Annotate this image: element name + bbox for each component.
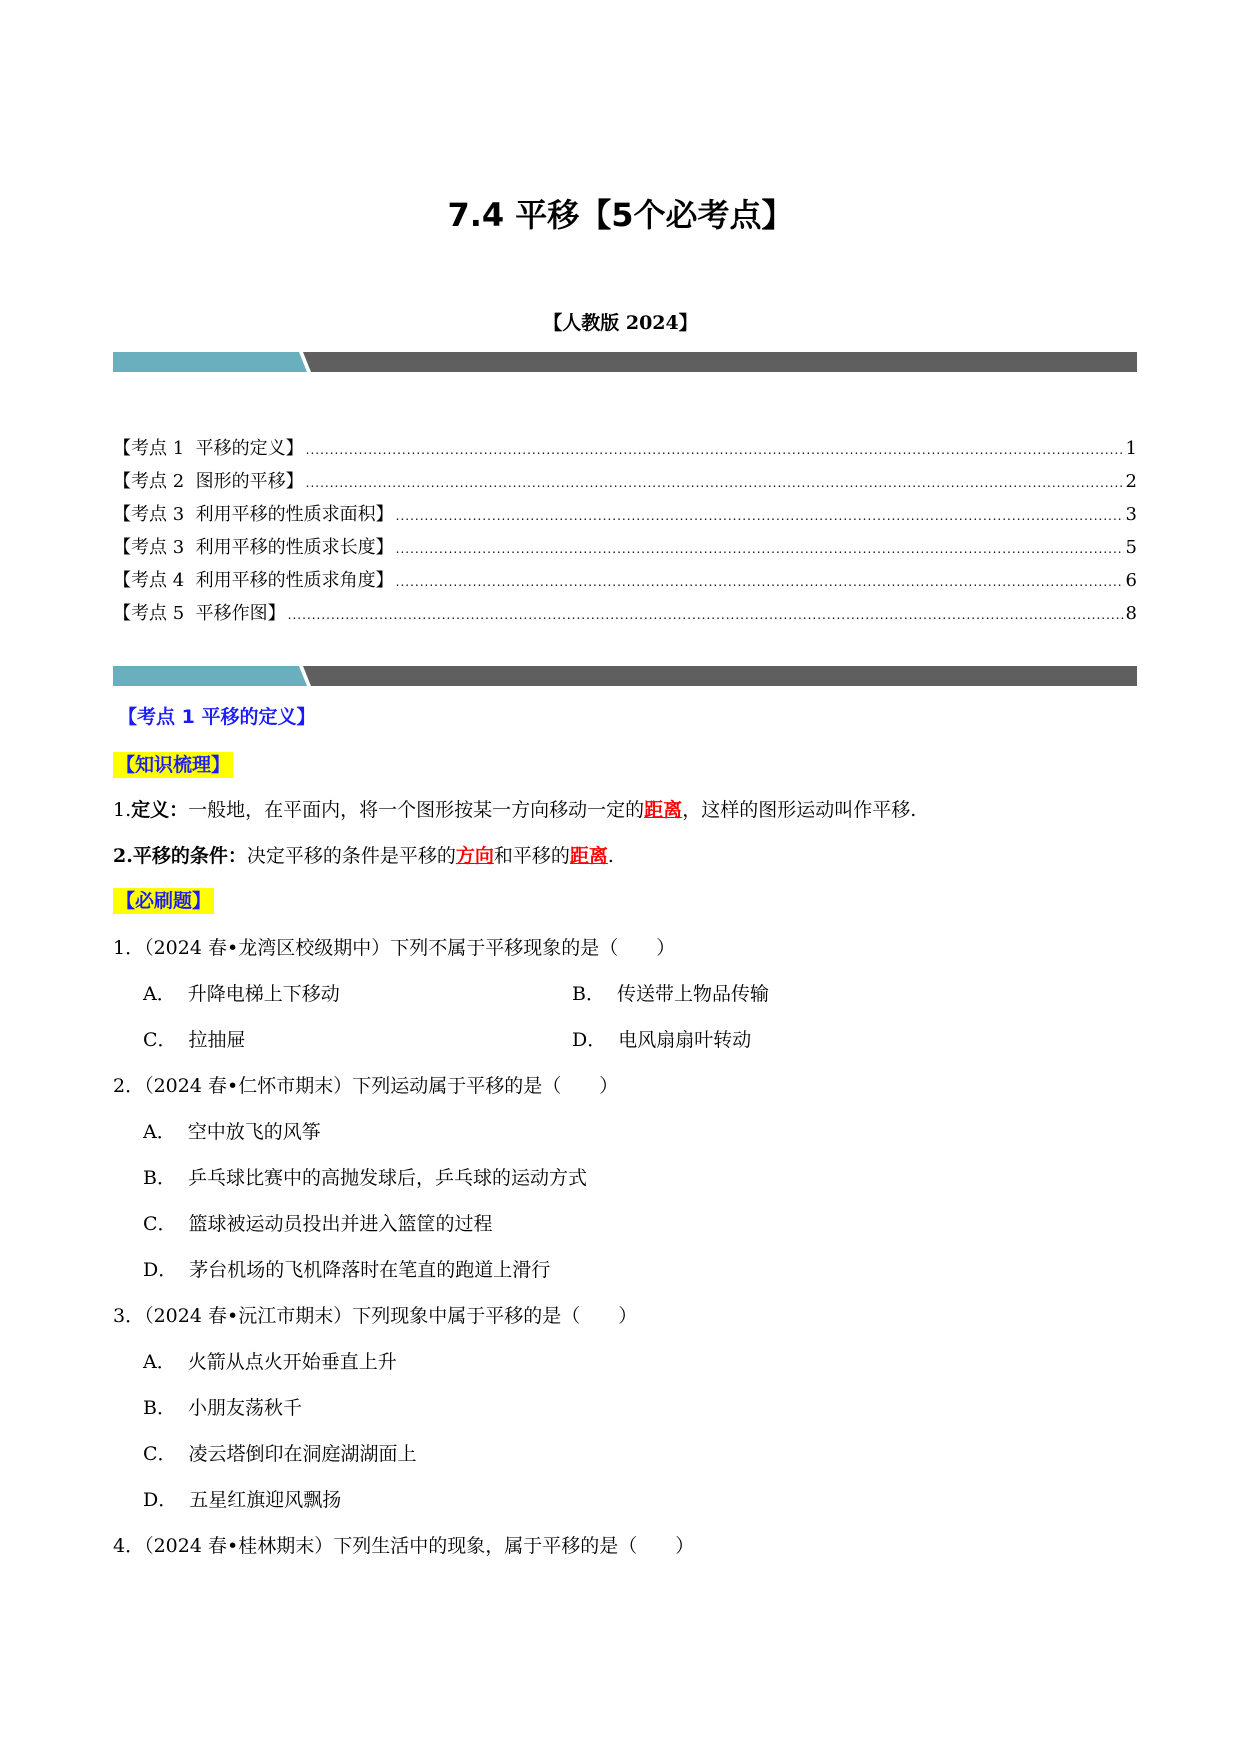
- option-item[interactable]: [143, 1256, 550, 1284]
- option-text: 五星红旗迎风飘扬: [189, 1489, 342, 1511]
- def-number: 1.: [113, 799, 132, 821]
- cond-highlight-distance: 距离: [569, 845, 608, 867]
- toc-entry-label: 【考点 3 利用平移的性质求面积】: [113, 504, 394, 525]
- question-stem: 1．（2024 春•龙湾区校级期中）下列不属于平移现象的是（ ）: [113, 937, 676, 959]
- toc-entry[interactable]: [113, 498, 1137, 531]
- toc-entry[interactable]: [113, 432, 1137, 465]
- option-letter: D．: [572, 1029, 607, 1051]
- option-letter: B．: [143, 1167, 176, 1189]
- option-letter: C．: [143, 1029, 177, 1051]
- practice-tag: 【必刷题】: [113, 888, 214, 914]
- option-text: 升降电梯上下移动: [187, 983, 340, 1005]
- toc-entry-page: 5: [1125, 537, 1137, 558]
- condition-paragraph: [113, 842, 614, 870]
- toc-leader-dots: [396, 566, 1124, 599]
- option-letter: C．: [143, 1443, 177, 1465]
- option-letter: D．: [143, 1259, 178, 1281]
- option-text: 空中放飞的风筝: [187, 1121, 321, 1143]
- toc-entry-page: 2: [1125, 471, 1137, 492]
- question-stem: 2．（2024 春•仁怀市期末）下列运动属于平移的是（ ）: [113, 1075, 619, 1097]
- def-highlight: 距离: [644, 799, 683, 821]
- toc-leader-dots: [306, 467, 1124, 500]
- toc-leader-dots: [306, 434, 1124, 467]
- def-label: 定义：: [131, 799, 189, 821]
- option-item[interactable]: [143, 1486, 341, 1514]
- question-stem: 4．（2024 春•桂林期末）下列生活中的现象，属于平移的是（ ）: [113, 1535, 695, 1557]
- def-text-a: 一般地，在平面内，将一个图形按某一方向移动一定的: [188, 799, 645, 821]
- option-text: 传送带上物品传输: [616, 983, 769, 1005]
- option-text: 篮球被运动员投出并进入篮筐的过程: [188, 1213, 493, 1235]
- option-item[interactable]: [572, 980, 769, 1008]
- option-text: 凌云塔倒印在洞庭湖湖面上: [188, 1443, 417, 1465]
- toc-entry-page: 3: [1125, 504, 1137, 525]
- option-item[interactable]: [143, 1348, 397, 1376]
- toc-entry-label: 【考点 5 平移作图】: [113, 603, 286, 624]
- option-letter: B．: [143, 1397, 176, 1419]
- option-letter: B．: [572, 983, 605, 1005]
- option-letter: D．: [143, 1489, 178, 1511]
- toc-entry-page: 8: [1125, 603, 1137, 624]
- option-text: 茅台机场的飞机降落时在笔直的跑道上滑行: [189, 1259, 551, 1281]
- option-text: 小朋友荡秋千: [187, 1397, 302, 1419]
- option-item[interactable]: [143, 1118, 321, 1146]
- toc-leader-dots: [396, 533, 1124, 566]
- option-letter: A．: [143, 983, 176, 1005]
- option-letter: A．: [143, 1351, 176, 1373]
- option-text: 拉抽屉: [188, 1029, 246, 1051]
- toc-entry-label: 【考点 1 平移的定义】: [113, 438, 304, 459]
- divider-bar-top: [113, 352, 1137, 372]
- option-item[interactable]: [143, 1394, 302, 1422]
- toc-entry-label: 【考点 2 图形的平移】: [113, 471, 304, 492]
- option-letter: C．: [143, 1213, 177, 1235]
- toc-leader-dots: [288, 599, 1124, 632]
- option-item[interactable]: [143, 1210, 493, 1238]
- divider-bar-section: [113, 666, 1137, 686]
- cond-text-b: 和平移的: [493, 845, 570, 867]
- toc-entry-label: 【考点 3 利用平移的性质求长度】: [113, 537, 394, 558]
- option-letter: A．: [143, 1121, 176, 1143]
- toc-entry-label: 【考点 4 利用平移的性质求角度】: [113, 570, 394, 591]
- page-title: 7.4 平移【5个必考点】: [447, 196, 794, 234]
- edition-subtitle: 【人教版 2024】: [543, 312, 698, 334]
- cond-text-c: .: [607, 845, 614, 867]
- cond-label: 2.平移的条件：: [113, 845, 247, 867]
- knowledge-tag: 【知识梳理】: [113, 752, 233, 778]
- toc-entry[interactable]: [113, 465, 1137, 498]
- option-item[interactable]: [143, 1440, 417, 1468]
- option-item[interactable]: [572, 1026, 751, 1054]
- option-item[interactable]: [143, 980, 340, 1008]
- cond-text-a: 决定平移的条件是平移的: [246, 845, 456, 867]
- option-item[interactable]: [143, 1026, 246, 1054]
- table-of-contents: [113, 432, 1137, 630]
- def-text-b: ，这样的图形运动叫作平移.: [682, 799, 917, 821]
- option-text: 乒乓球比赛中的高抛发球后，乒乓球的运动方式: [187, 1167, 587, 1189]
- toc-leader-dots: [396, 500, 1124, 533]
- toc-entry[interactable]: [113, 597, 1137, 630]
- section-heading: 【考点 1 平移的定义】: [118, 706, 316, 728]
- toc-entry[interactable]: [113, 531, 1137, 564]
- toc-entry-page: 6: [1125, 570, 1137, 591]
- option-text: 电风扇扇叶转动: [618, 1029, 752, 1051]
- toc-entry[interactable]: [113, 564, 1137, 597]
- option-item[interactable]: [143, 1164, 587, 1192]
- toc-entry-page: 1: [1125, 438, 1137, 459]
- option-text: 火箭从点火开始垂直上升: [187, 1351, 397, 1373]
- definition-paragraph: [113, 796, 916, 824]
- cond-highlight-direction: 方向: [455, 845, 494, 867]
- question-stem: 3．（2024 春•沅江市期末）下列现象中属于平移的是（ ）: [113, 1305, 638, 1327]
